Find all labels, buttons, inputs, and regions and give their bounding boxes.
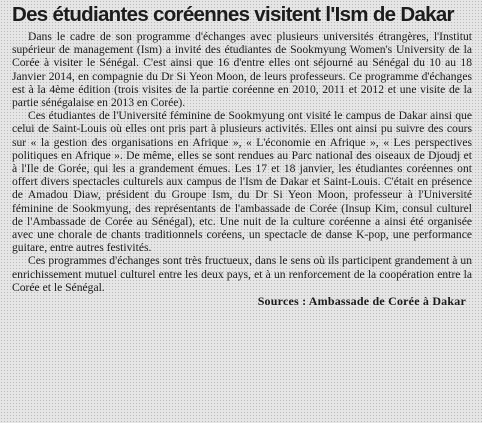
article-source: Sources : Ambassade de Corée à Dakar	[257, 294, 466, 309]
article-paragraph-3: Ces programmes d'échanges sont très fructueux, dans le sens où ils participent grandement à un enrichissement mutuel culturel entre les deux pays, et à un renforcement de la coopération entre la Corée et le Sénégal.	[12, 254, 472, 294]
article-paragraph-1: Dans le cadre de son programme d'échanges avec plusieurs universités étrangères, l'Institut supérieur de management (Ism) a invité des étudiantes de Sookmyung Women's University de la Corée à visiter le Sénégal. C'est ainsi que 16 d'entre elles ont séjourné au Sénégal du 10 au 18 Janvier 2014, en compagnie du Dr Si Yeon Moon, de leurs professeurs. Ce programme d'échanges est à la 4ème édition (trois visites de la partie coréenne en 2010, 2011 et 2012 et une visite de la partie sénégalaise en 2013 en Corée).	[12, 30, 472, 110]
article-paragraph-2: Ces étudiantes de l'Université féminine de Sookmyung ont visité le campus de Dakar ainsi que celui de Saint-Louis où elles ont pris part à plusieurs activités. Elles ont ainsi pu suivre des cours sur « la gestion des organisations en Afrique », « L'économie en Afrique », « Les perspectives politiques en Afrique ». De même, elles se sont rendues au Parc national des oiseaux de Djoudj et à l'Ile de Gorée, qui les a grandement émues. Les 17 et 18 janvier, les étudiantes coréennes ont offert divers spectacles culturels aux campus de l'Ism de Dakar et Saint-Louis. C'était en présence de Amadou Diaw, président du Groupe Ism, du Dr Si Yeon Moon, professeur à l'Université féminine de Sookmyung, des représentants de l'ambassade de Corée (Insup Kim, consul culturel de l'Ambassade de Corée au Sénégal), etc. Une nuit de la culture coréenne a ainsi été organisée avec une chorale de chants traditionnels coréens, un spectacle de danse K-pop, une performance guitare, entre autres festivités.	[12, 109, 472, 255]
article-body	[12, 30, 472, 294]
article-headline: Des étudiantes coréennes visitent l'Ism de Dakar	[12, 3, 454, 26]
